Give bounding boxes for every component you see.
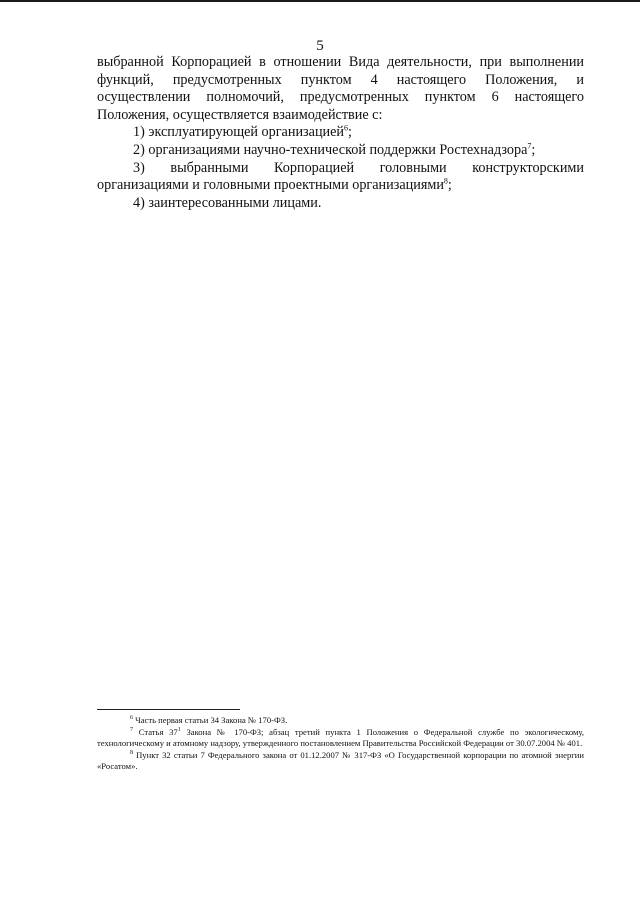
- footnote-6-text: Часть первая статьи 34 Закона № 170-ФЗ.: [133, 715, 288, 725]
- footnote-8-mark: 8: [130, 749, 133, 756]
- footnote-ref-7: 7: [527, 141, 532, 151]
- list-item-3-tail: ;: [447, 177, 452, 194]
- scan-top-edge: [0, 0, 640, 2]
- list-item-1-text: 1) эксплуатирующей организацией: [133, 124, 345, 141]
- list-item-3-text: 3) выбранными Корпорацией головными конструкторскими организациями и головными проектными организациями: [97, 159, 584, 194]
- footnote-ref-6: 6: [344, 123, 349, 133]
- footnote-6: [97, 715, 584, 727]
- footnotes: [97, 715, 584, 773]
- footnote-7-pre: Статья 37: [133, 726, 178, 737]
- footnote-8-text: Пункт 32 статьи 7 Федерального закона от 01.12.2007 № 317-ФЗ «О Государственной корпорации по атомной энергии «Росатом».: [97, 749, 584, 772]
- list-item-3: [97, 160, 584, 195]
- footnote-ref-8: 8: [443, 176, 448, 186]
- body-text: [97, 54, 584, 212]
- page-number: 5: [316, 38, 324, 54]
- footnote-7: [97, 727, 584, 750]
- footnote-7-mark: 7: [130, 726, 133, 733]
- list-item-1: [97, 124, 584, 142]
- footnote-8: [97, 750, 584, 773]
- list-item-1-tail: ;: [348, 124, 352, 141]
- list-item-4: [97, 195, 584, 213]
- footnote-divider: [97, 709, 240, 710]
- list-item-4-text: 4) заинтересованными лицами.: [133, 194, 322, 211]
- list-item-2-text: 2) организациями научно-технической поддержки Ростехнадзора: [133, 141, 528, 158]
- footnote-7-article-sup: 1: [177, 726, 181, 733]
- list-item-2-tail: ;: [531, 141, 536, 158]
- footnote-7-text: Закона № 170-ФЗ; абзац третий пункта 1 Положения о Федеральной службе по экологическому, технологическому и атомному надзору, утвержденного постановлением Правительства Российской Федерации от 30.07.2004 № 401.: [97, 726, 584, 749]
- intro-paragraph: выбранной Корпорацией в отношении Вида деятельности, при выполнении функций, предусмотренных пунктом 4 настоящего Положения, и осуществлении полномочий, предусмотренных пунктом 6 настоящего Положения, осуществляется взаимодействие с:: [97, 54, 584, 123]
- footnote-6-mark: 6: [130, 715, 133, 722]
- list-item-2: [97, 142, 584, 160]
